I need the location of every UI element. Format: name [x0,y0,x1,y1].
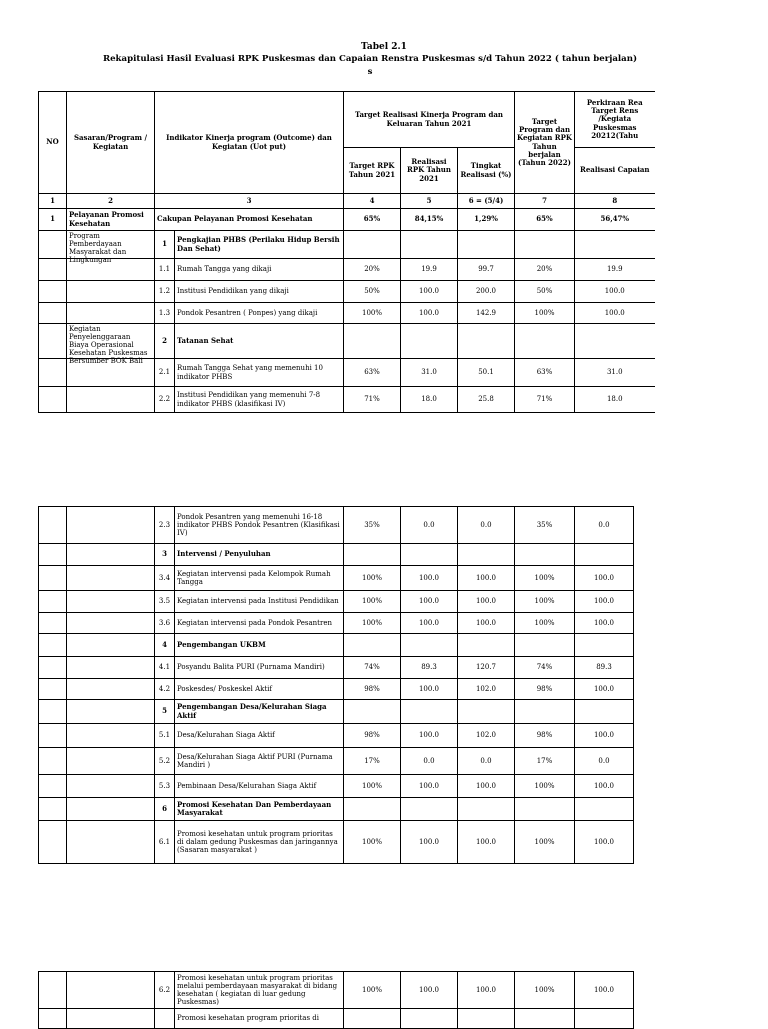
cell-realisasi-capaian: 56,47% [575,209,655,231]
cell-target [344,700,401,724]
table-row [39,1009,634,1029]
cell-sasaran [67,972,155,1009]
cell-indikator: Promosi kesehatan untuk program prioritas melalui pemberdayaan masyarakat di bidang kesehatan ( kegiatan di luar gedung Puskesmas) [175,972,344,1009]
cell-tingkat: 102.0 [458,724,515,748]
cell-target: 71% [344,387,401,413]
table-row [39,303,655,324]
cell-tingkat: 102.0 [458,679,515,700]
cell-num: 5.3 [155,775,175,798]
cell-num: 3.4 [155,566,175,591]
table-row [39,748,634,775]
cell-realisasi-capaian [575,544,634,566]
cell-realisasi-capaian: 100.0 [575,281,655,303]
cell-sasaran [67,591,155,613]
table-subtitle: Rekapitulasi Hasil Evaluasi RPK Puskesmas dan Capaian Renstra Puskesmas s/d Tahun 2022 ( tahun berjalan) [102,54,638,64]
cell-indikator: Pembinaan Desa/Kelurahan Siaga Aktif [175,775,344,798]
cell-sasaran: Kegiatan Penyelenggaraan Biaya Operasional Kesehatan Puskesmas Bersumber BOK Bali [67,324,155,359]
cell-target-2022: 100% [515,613,575,634]
cell-realisasi-capaian [575,1009,634,1029]
cell-target-2022: 98% [515,724,575,748]
cell-realisasi-capaian [575,634,634,657]
cell-tingkat: 200.0 [458,281,515,303]
cell-realisasi: 100.0 [401,566,458,591]
cell-realisasi [401,1009,458,1029]
cell-target: 65% [344,209,401,231]
cell-realisasi-capaian: 31.0 [575,359,655,387]
cell-target: 50% [344,281,401,303]
cell-realisasi-capaian: 19.9 [575,259,655,281]
cell-sasaran [67,657,155,679]
cell-target [344,1009,401,1029]
cell-realisasi [401,544,458,566]
cell-indikator: Kegiatan intervensi pada Kelompok Rumah Tangga [175,566,344,591]
cell-num: 3.6 [155,613,175,634]
cell-realisasi-capaian: 100.0 [575,303,655,324]
cell-no [39,613,67,634]
cell-realisasi: 100.0 [401,775,458,798]
cell-indikator: Pengkajian PHBS (Perilaku Hidup Bersih Dan Sehat) [175,231,344,259]
cell-realisasi-capaian: 100.0 [575,566,634,591]
header-indikator: Indikator Kinerja program (Outcome) dan Kegiatan (Uot put) [155,92,344,194]
cell-target: 100% [344,775,401,798]
cell-realisasi: 100.0 [401,972,458,1009]
cell-target: 74% [344,657,401,679]
cell-sasaran [67,613,155,634]
table-row [39,507,634,544]
cell-no [39,507,67,544]
cell-target-2022 [515,700,575,724]
cell-target [344,634,401,657]
cell-target-2022: 100% [515,566,575,591]
cell-num: 2.1 [155,359,175,387]
cell-num: 4 [155,634,175,657]
table-subtitle-cont: s [367,67,373,77]
cell-indikator: Institusi Pendidikan yang memenuhi 7-8 indikator PHBS (klasifikasi IV) [175,387,344,413]
cell-sasaran [67,1009,155,1029]
col-num: 3 [155,194,344,209]
cell-realisasi-capaian: 0.0 [575,748,634,775]
table-row [39,679,634,700]
table-row [39,613,634,634]
cell-tingkat [458,544,515,566]
cell-no [39,634,67,657]
cell-target-2022 [515,1009,575,1029]
cell-realisasi: 0.0 [401,507,458,544]
header-sasaran: Sasaran/Program / Kegiatan [67,92,155,194]
cell-tingkat: 100.0 [458,972,515,1009]
evaluation-table-page-2 [38,506,634,864]
cell-target-2022: 63% [515,359,575,387]
cell-indikator: Pondok Pesantren yang memenuhi 16-18 indikator PHBS Pondok Pesantren (Klasifikasi IV) [175,507,344,544]
cell-indikator: Pengembangan Desa/Kelurahan Siaga Aktif [175,700,344,724]
cell-no: 1 [39,209,67,231]
cell-indikator: Promosi Kesehatan Dan Pemberdayaan Masyarakat [175,798,344,821]
cell-num: 3 [155,544,175,566]
table-row [39,634,634,657]
cell-tingkat: 120.7 [458,657,515,679]
cell-tingkat: 0.0 [458,507,515,544]
cell-realisasi: 100.0 [401,281,458,303]
cell-num: 3.5 [155,591,175,613]
cell-sasaran [67,507,155,544]
cell-tingkat [458,700,515,724]
col-num: 1 [39,194,67,209]
cell-realisasi [401,700,458,724]
cell-target-2022: 100% [515,591,575,613]
cell-sasaran [67,748,155,775]
cell-tingkat: 99.7 [458,259,515,281]
cell-realisasi-capaian: 18.0 [575,387,655,413]
cell-realisasi-capaian: 89.3 [575,657,634,679]
cell-tingkat: 1,29% [458,209,515,231]
cell-realisasi [401,798,458,821]
cell-sasaran [67,775,155,798]
table-row [39,387,655,413]
cell-tingkat: 0.0 [458,748,515,775]
cell-num: 2.2 [155,387,175,413]
cell-num: 1.2 [155,281,175,303]
table-row [39,657,634,679]
cell-target: 100% [344,303,401,324]
cell-tingkat [458,798,515,821]
cell-target-2022: 100% [515,303,575,324]
cell-tingkat: 100.0 [458,591,515,613]
table-row [39,324,655,359]
table-row [39,259,655,281]
cell-no [39,1009,67,1029]
header-group-2021: Target Realisasi Kinerja Program dan Keluaran Tahun 2021 [344,92,515,148]
cell-sasaran [67,821,155,864]
table-row [39,281,655,303]
cell-tingkat: 50.1 [458,359,515,387]
column-number-row [39,194,655,209]
col-num: 2 [67,194,155,209]
header-tingkat: Tingkat Realisasi (%) [458,148,515,194]
cell-target: 20% [344,259,401,281]
table-row [39,566,634,591]
cell-realisasi-capaian: 0.0 [575,507,634,544]
cell-target-2022: 71% [515,387,575,413]
cell-target [344,798,401,821]
table-row [39,544,634,566]
evaluation-table-page-1 [38,91,655,413]
cell-num: 1.3 [155,303,175,324]
cell-indikator: Rumah Tangga yang dikaji [175,259,344,281]
cell-indikator: Posyandu Balita PURI (Purnama Mandiri) [175,657,344,679]
col-num: 7 [515,194,575,209]
cell-num: 4.1 [155,657,175,679]
header-target-rpk: Target RPK Tahun 2021 [344,148,401,194]
cell-num: 4.2 [155,679,175,700]
cell-num: 6 [155,798,175,821]
cell-target: 35% [344,507,401,544]
cell-target-2022 [515,798,575,821]
cell-sasaran [67,724,155,748]
cell-sasaran [67,679,155,700]
cell-realisasi [401,634,458,657]
cell-num: 1.1 [155,259,175,281]
table-row [39,972,634,1009]
cell-target-2022: 100% [515,775,575,798]
cell-target-2022: 65% [515,209,575,231]
header-target-2022: Target Program dan Kegiatan RPK Tahun berjalan (Tahun 2022) [515,92,575,194]
cell-sasaran [67,798,155,821]
cell-num: 5 [155,700,175,724]
table-row [39,775,634,798]
cell-indikator: Desa/Kelurahan Siaga Aktif [175,724,344,748]
cell-realisasi-capaian: 100.0 [575,613,634,634]
cell-no [39,724,67,748]
header-no: NO [39,92,67,194]
cell-realisasi: 100.0 [401,303,458,324]
header-perkiraan: Perkiraan Rea Target Rens /Kegiata Puskesmas 20212(Tahu [575,92,655,148]
cell-target: 17% [344,748,401,775]
cell-target: 100% [344,613,401,634]
cell-tingkat: 142.9 [458,303,515,324]
cell-target-2022: 17% [515,748,575,775]
col-num: 4 [344,194,401,209]
cell-no [39,544,67,566]
cell-target-2022: 100% [515,821,575,864]
cell-realisasi-capaian: 100.0 [575,591,634,613]
cell-indikator: Cakupan Pelayanan Promosi Kesehatan [155,209,344,231]
cell-realisasi: 0.0 [401,748,458,775]
cell-target: 98% [344,679,401,700]
table-row [39,798,634,821]
cell-indikator: Intervensi / Penyuluhan [175,544,344,566]
table-row [39,724,634,748]
cell-realisasi-capaian: 100.0 [575,724,634,748]
cell-target: 98% [344,724,401,748]
cell-tingkat: 25.8 [458,387,515,413]
cell-tingkat [458,1009,515,1029]
cell-target-2022 [515,544,575,566]
cell-realisasi-capaian: 100.0 [575,972,634,1009]
cell-num: 6.1 [155,821,175,864]
cell-realisasi: 19.9 [401,259,458,281]
table-row [39,231,655,259]
cell-no [39,566,67,591]
cell-target-2022: 20% [515,259,575,281]
cell-realisasi-capaian [575,798,634,821]
col-num: 6 = (5/4) [458,194,515,209]
cell-no [39,821,67,864]
cell-realisasi: 89.3 [401,657,458,679]
cell-realisasi-capaian: 100.0 [575,679,634,700]
cell-realisasi: 31.0 [401,359,458,387]
cell-indikator: Promosi kesehatan untuk program prioritas di dalam gedung Puskesmas dan jaringannya (Sasaran masyarakat ) [175,821,344,864]
header-realisasi-rpk: Realisasi RPK Tahun 2021 [401,148,458,194]
cell-target-2022: 35% [515,507,575,544]
cell-tingkat: 100.0 [458,821,515,864]
cell-tingkat: 100.0 [458,566,515,591]
table-row [39,821,634,864]
cell-realisasi: 100.0 [401,679,458,700]
cell-target-2022: 50% [515,281,575,303]
cell-realisasi: 100.0 [401,613,458,634]
header-realisasi-capaian: Realisasi Capaian [575,148,655,194]
cell-sasaran: Program Pemberdayaan Masyarakat dan Lingkungan [67,231,155,259]
cell-target [344,544,401,566]
evaluation-table-page-3 [38,971,634,1029]
cell-indikator: Poskesdes/ Poskeskel Aktif [175,679,344,700]
cell-realisasi-capaian [575,700,634,724]
cell-target-2022: 74% [515,657,575,679]
cell-no [39,798,67,821]
cell-indikator: Pengembangan UKBM [175,634,344,657]
cell-sasaran: Pelayanan Promosi Kesehatan [67,209,155,231]
table-title: Tabel 2.1 [361,42,407,52]
table-row [39,700,634,724]
cell-num: 5.2 [155,748,175,775]
cell-realisasi-capaian: 100.0 [575,775,634,798]
cell-num: 6.2 [155,972,175,1009]
cell-no [39,775,67,798]
cell-target-2022 [515,634,575,657]
cell-sasaran [67,700,155,724]
cell-tingkat: 100.0 [458,775,515,798]
cell-tingkat: 100.0 [458,613,515,634]
cell-num: 2 [155,324,175,359]
cell-realisasi: 100.0 [401,821,458,864]
cell-num: 2.3 [155,507,175,544]
cell-sasaran [67,544,155,566]
cell-indikator: Kegiatan intervensi pada Institusi Pendidikan [175,591,344,613]
cell-sasaran [67,566,155,591]
cell-num: 5.1 [155,724,175,748]
table-row [39,209,655,231]
cell-tingkat [458,634,515,657]
cell-indikator: Desa/Kelurahan Siaga Aktif PURI (Purnama Mandiri ) [175,748,344,775]
col-num: 8 [575,194,655,209]
cell-target-2022: 100% [515,972,575,1009]
cell-no [39,657,67,679]
cell-target: 100% [344,566,401,591]
cell-num [155,1009,175,1029]
cell-indikator: Kegiatan intervensi pada Pondok Pesantren [175,613,344,634]
cell-no [39,591,67,613]
cell-realisasi-capaian: 100.0 [575,821,634,864]
cell-target: 100% [344,972,401,1009]
cell-no [39,679,67,700]
cell-indikator: Rumah Tangga Sehat yang memenuhi 10 indikator PHBS [175,359,344,387]
col-num: 5 [401,194,458,209]
cell-indikator: Promosi kesehatan program prioritas di [175,1009,344,1029]
cell-no [39,748,67,775]
cell-sasaran [67,634,155,657]
cell-indikator: Institusi Pendidikan yang dikaji [175,281,344,303]
cell-num: 1 [155,231,175,259]
cell-indikator: Pondok Pesantren ( Ponpes) yang dikaji [175,303,344,324]
cell-target: 100% [344,821,401,864]
cell-realisasi: 100.0 [401,724,458,748]
cell-no [39,700,67,724]
cell-realisasi: 100.0 [401,591,458,613]
cell-no [39,972,67,1009]
cell-target-2022: 98% [515,679,575,700]
table-row [39,591,634,613]
cell-target: 100% [344,591,401,613]
cell-target: 63% [344,359,401,387]
cell-realisasi: 84,15% [401,209,458,231]
cell-indikator: Tatanan Sehat [175,324,344,359]
cell-realisasi: 18.0 [401,387,458,413]
